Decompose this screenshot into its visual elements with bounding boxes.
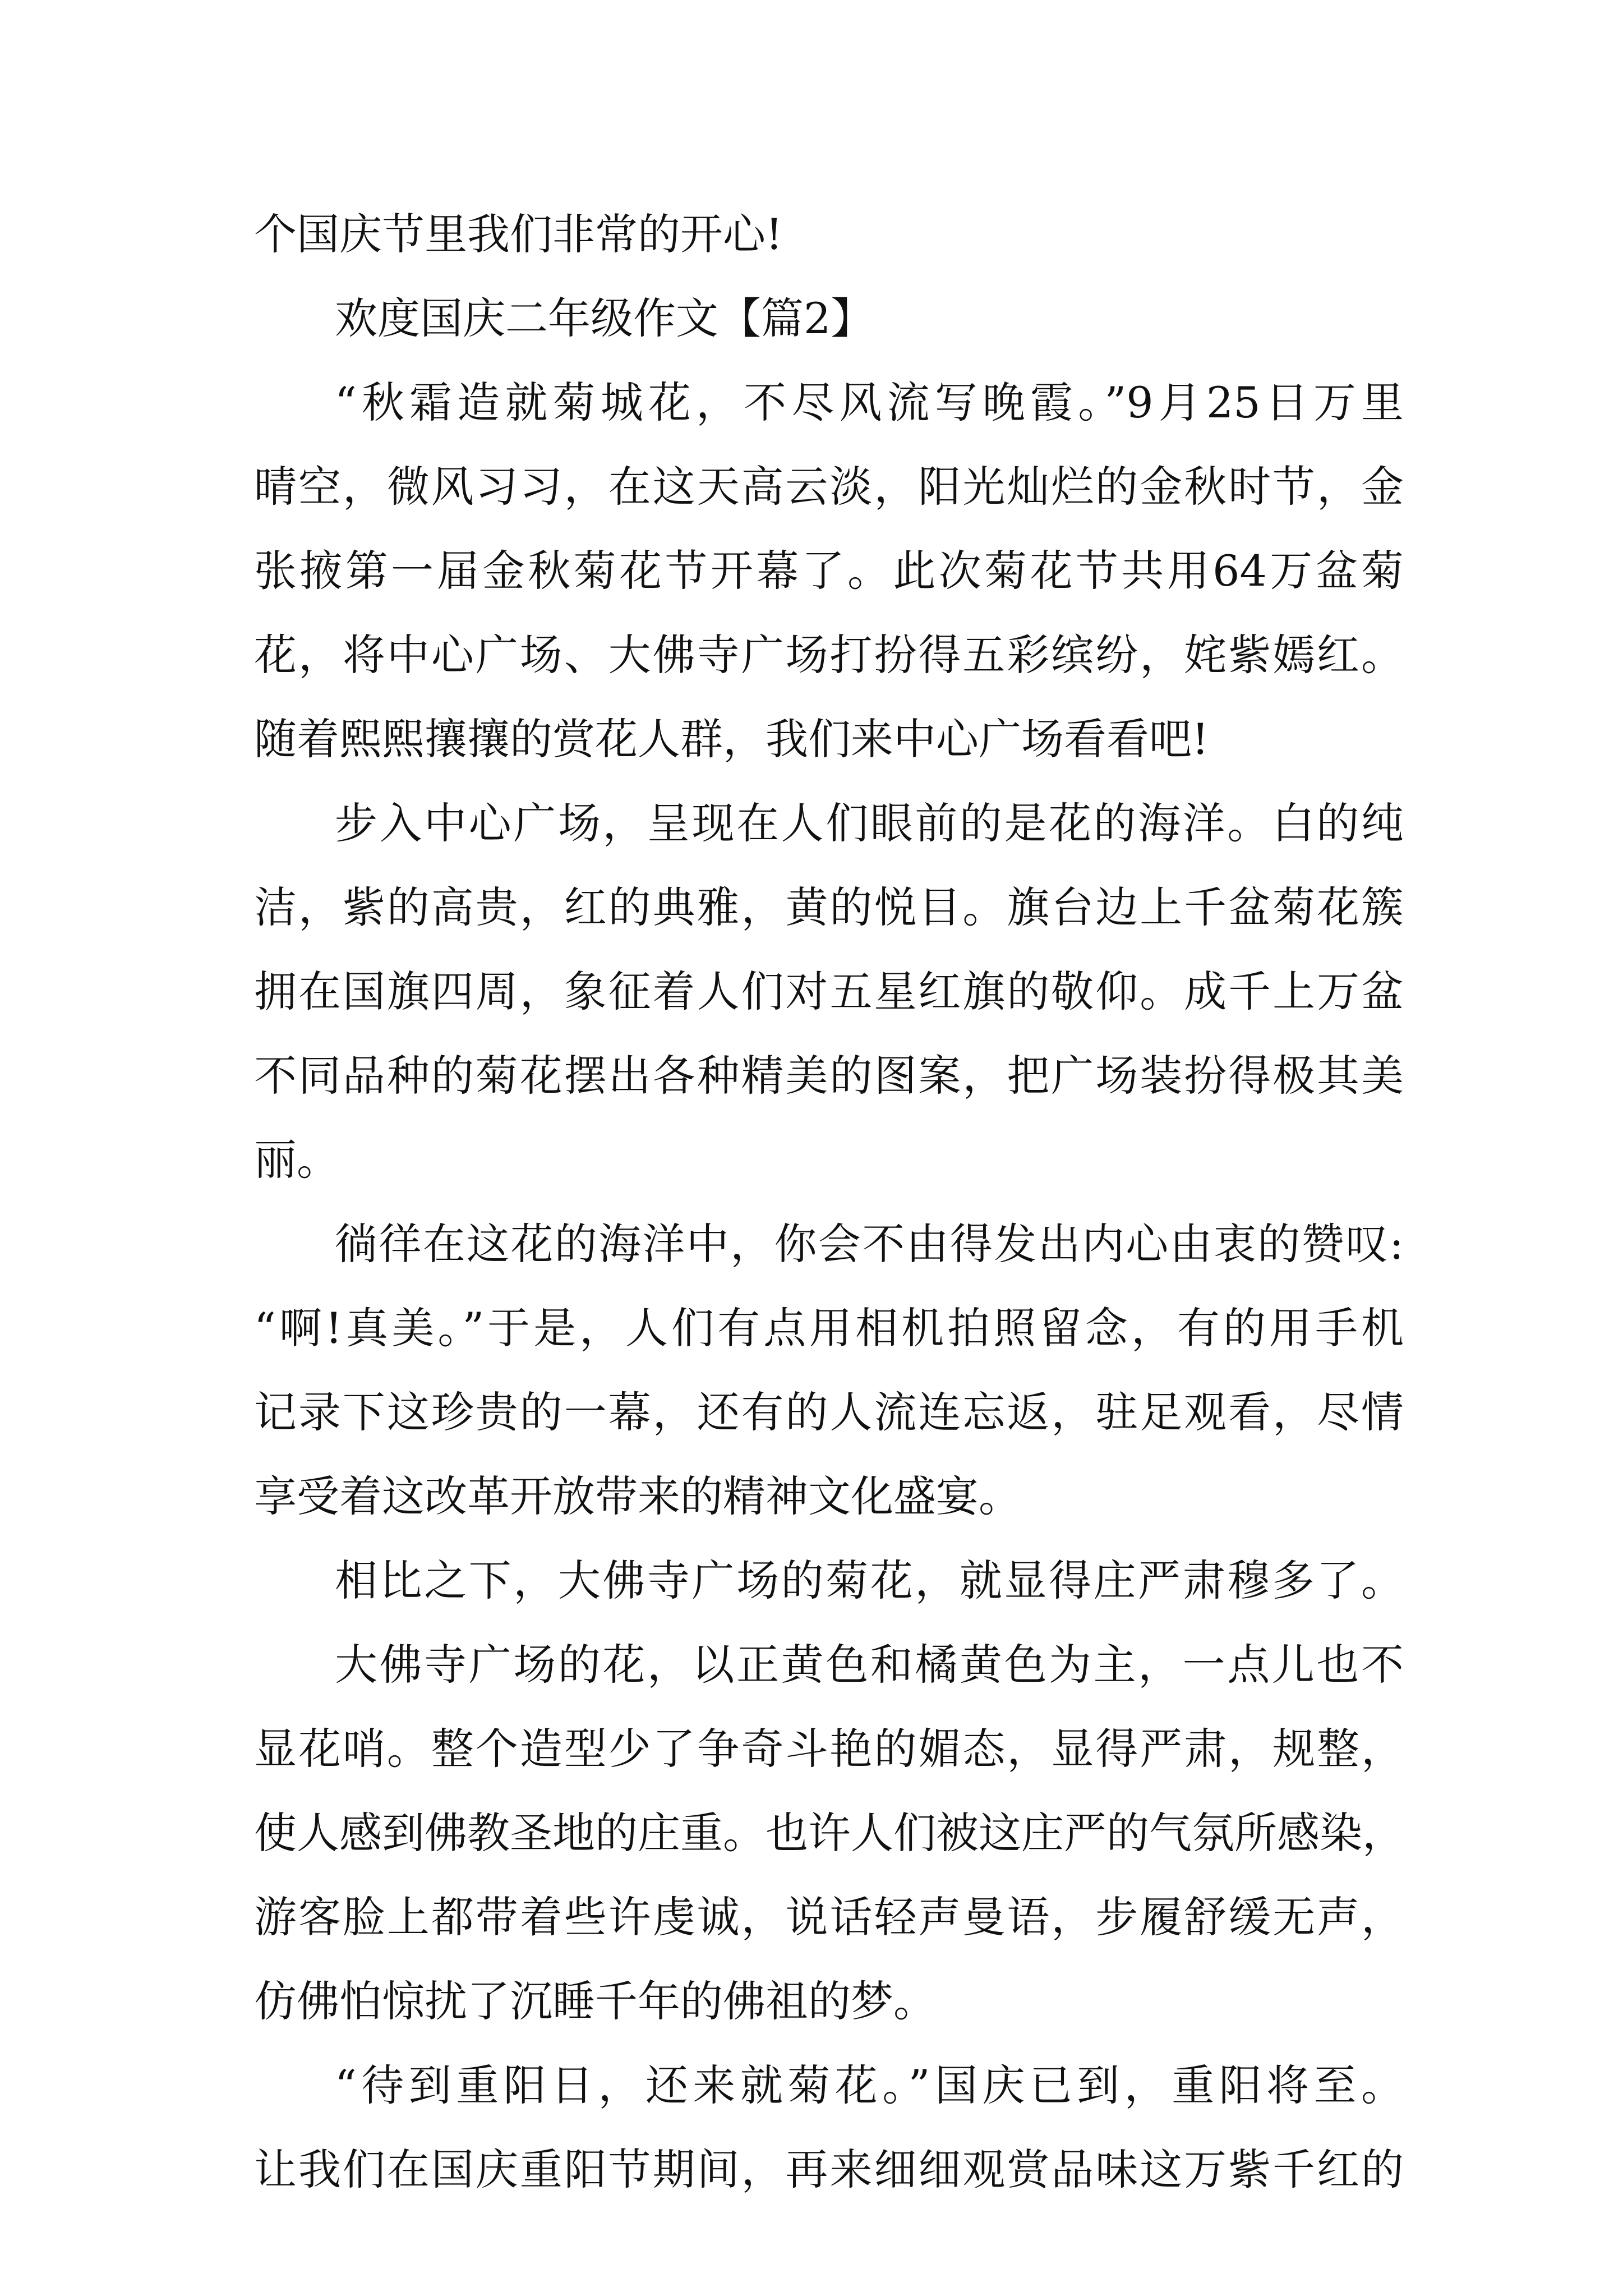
text-line: “待到重阳日，还来就菊花。”国庆已到，重阳将至。 bbox=[335, 2060, 1404, 2110]
text-line: 不同品种的菊花摆出各种精美的图案，把广场装扮得极其美 bbox=[254, 1051, 1404, 1101]
text-line: 大佛寺广场的花，以正黄色和橘黄色为主，一点儿也不 bbox=[335, 1640, 1404, 1690]
text-line: 游客脸上都带着些许虔诚，说话轻声曼语，步履舒缓无声， bbox=[254, 1892, 1404, 1942]
text-line: 使人感到佛教圣地的庄重。也许人们被这庄严的气氛所感染， bbox=[254, 1808, 1405, 1858]
text-line: 让我们在国庆重阳节期间，再来细细观赏品味这万紫千红的 bbox=[254, 2145, 1404, 2194]
text-line: 花，将中心广场、大佛寺广场打扮得五彩缤纷，姹紫嫣红。 bbox=[254, 630, 1404, 680]
text-line: 徜徉在这花的海洋中，你会不由得发出内心由衷的赞叹: bbox=[335, 1219, 1404, 1269]
text-line: “啊!真美。”于是，人们有点用相机拍照留念，有的用手机 bbox=[254, 1303, 1404, 1353]
text-line: “秋霜造就菊城花，不尽风流写晚霞。”9月25日万里 bbox=[335, 378, 1404, 427]
text-line: 丽。 bbox=[254, 1135, 339, 1185]
text-line: 显花哨。整个造型少了争奇斗艳的媚态，显得严肃，规整， bbox=[254, 1724, 1404, 1774]
section-heading: 欢度国庆二年级作文【篇2】 bbox=[335, 293, 874, 343]
text-line: 张掖第一届金秋菊花节开幕了。此次菊花节共用64万盆菊 bbox=[254, 546, 1404, 596]
text-line: 享受着这改革开放带来的精神文化盛宴。 bbox=[254, 1471, 1021, 1521]
text-line: 步入中心广场，呈现在人们眼前的是花的海洋。白的纯 bbox=[335, 798, 1404, 848]
text-line: 随着熙熙攘攘的赏花人群，我们来中心广场看看吧! bbox=[254, 714, 1209, 764]
text-line: 相比之下，大佛寺广场的菊花，就显得庄严肃穆多了。 bbox=[335, 1556, 1404, 1605]
text-line: 记录下这珍贵的一幕，还有的人流连忘返，驻足观看，尽情 bbox=[254, 1387, 1404, 1437]
text-line: 晴空，微风习习，在这天高云淡，阳光灿烂的金秋时节，金 bbox=[254, 462, 1404, 512]
text-line: 拥在国旗四周，象征着人们对五星红旗的敬仰。成千上万盆 bbox=[254, 967, 1404, 1016]
text-line: 洁，紫的高贵，红的典雅，黄的悦目。旗台边上千盆菊花簇 bbox=[254, 882, 1404, 932]
text-line: 个国庆节里我们非常的开心! bbox=[254, 209, 783, 259]
text-line: 仿佛怕惊扰了沉睡千年的佛祖的梦。 bbox=[254, 1976, 936, 2026]
